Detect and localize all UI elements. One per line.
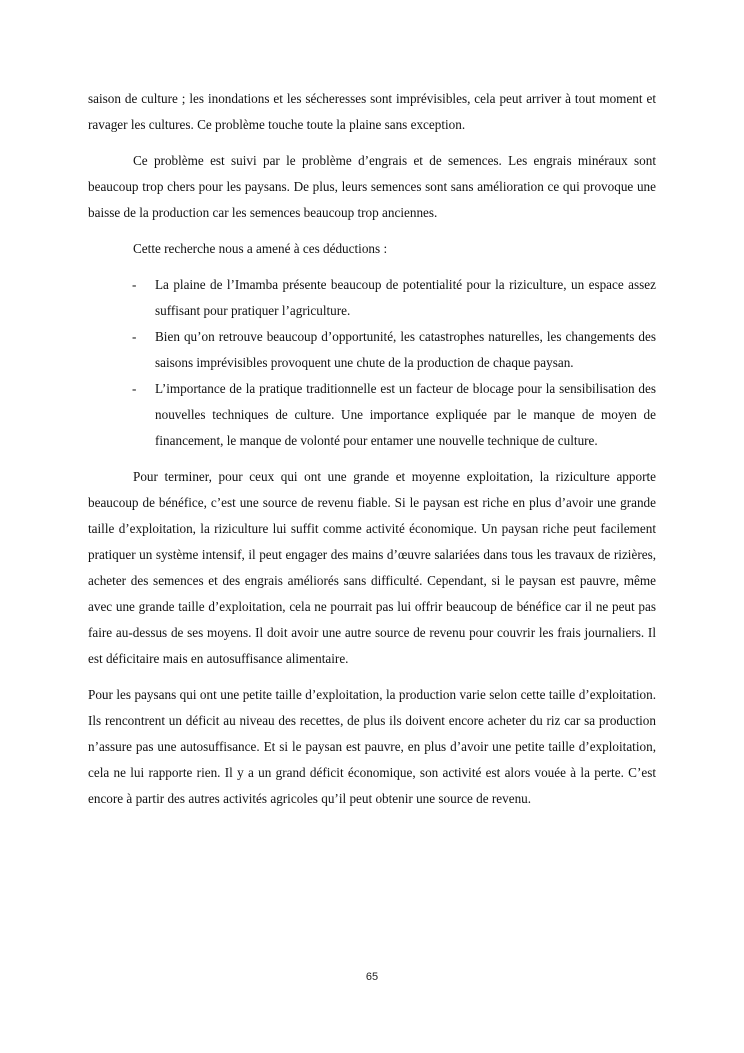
- deductions-list: [88, 272, 656, 454]
- list-item: [88, 324, 656, 376]
- list-item-text: La plaine de l’Imamba présente beaucoup de potentialité pour la riziculture, un espace assez suffisant pour pratiquer l’agriculture.: [155, 277, 656, 318]
- paragraph-deductions-intro: Cette recherche nous a amené à ces déductions :: [133, 241, 388, 256]
- paragraph-engrais-semences: Ce problème est suivi par le problème d’engrais et de semences. Les engrais minéraux sont beaucoup trop chers pour les paysans. De plus, leurs semences sont sans amélioration ce qui provoque une baisse de la production car les semences beaucoup trop anciennes.: [88, 153, 656, 220]
- list-item: [88, 376, 656, 454]
- paragraph-petite-exploitation: Pour les paysans qui ont une petite taille d’exploitation, la production varie selon cette taille d’exploitation. Ils rencontrent un déficit au niveau des recettes, de plus ils doivent encore acheter du riz car sa production n’assure pas une autosuffisance. Et si le paysan est pauvre, en plus d’avoir une petite taille d’exploitation, cela ne lui rapporte rien. Il y a un grand déficit économique, son activité est alors vouée à la perte. C’est encore à partir des autres activités agricoles qu’il peut obtenir une source de revenu.: [88, 687, 656, 806]
- page-number: 65: [365, 971, 379, 983]
- list-item-text: Bien qu’on retrouve beaucoup d’opportunité, les catastrophes naturelles, les changements des saisons imprévisibles provoquent une chute de la production de chaque paysan.: [155, 329, 656, 370]
- dash-bullet: -: [132, 381, 137, 396]
- paragraph-grande-exploitation: Pour terminer, pour ceux qui ont une grande et moyenne exploitation, la riziculture apporte beaucoup de bénéfice, c’est une source de revenu fiable. Si le paysan est riche en plus d’avoir une grande taille d’exploitation, la riziculture lui suffit comme activité économique. Un paysan riche peut facilement pratiquer un système intensif, il peut engager des mains d’œuvre salariées dans tous les travaux de rizières, acheter des semences et des engrais améliorés sans difficulté. Cependant, si le paysan est pauvre, même avec une grande taille d’exploitation, cela ne pourrait pas lui offrir beaucoup de bénéfice car il ne peut pas faire au-dessus de ses moyens. Il doit avoir une autre source de revenu pour couvrir les frais journaliers. Il est déficitaire mais en autosuffisance alimentaire.: [88, 469, 656, 666]
- dash-bullet: -: [132, 329, 137, 344]
- list-item: [88, 272, 656, 324]
- list-item-text: L’importance de la pratique traditionnelle est un facteur de blocage pour la sensibilisation des nouvelles techniques de culture. Une importance expliquée par le manque de moyen de financement, le manque de volonté pour entamer une nouvelle technique de culture.: [155, 381, 656, 448]
- document-page: [88, 86, 656, 812]
- paragraph-continuation: saison de culture ; les inondations et les sécheresses sont imprévisibles, cela peut arriver à tout moment et ravager les cultures. Ce problème touche toute la plaine sans exception.: [88, 91, 656, 132]
- dash-bullet: -: [132, 277, 137, 292]
